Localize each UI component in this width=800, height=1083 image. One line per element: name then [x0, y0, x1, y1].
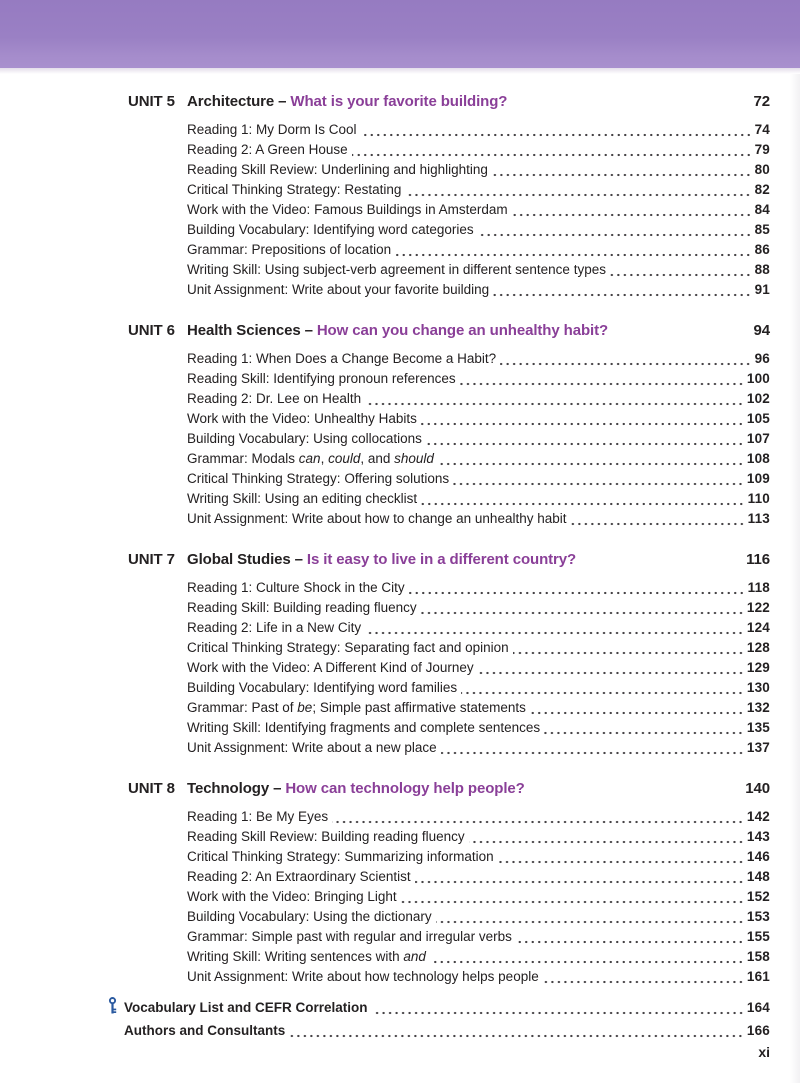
- dot-leader: [493, 293, 751, 297]
- dot-leader: [415, 880, 744, 884]
- toc-entry: [187, 349, 770, 369]
- unit-8-entries: [187, 807, 770, 987]
- back-matter-label: Authors and Consultants: [124, 1023, 286, 1038]
- dash-separator: –: [304, 322, 313, 339]
- unit-7-entries: [187, 578, 770, 758]
- toc-entry: [187, 867, 770, 887]
- entry-label: Reading 1: When Does a Change Become a Habit?: [187, 351, 497, 366]
- entry-page-number: 80: [754, 162, 770, 177]
- toc-entry: [187, 409, 770, 429]
- entry-label: Building Vocabulary: Identifying word families: [187, 680, 458, 695]
- unit-title: [187, 780, 736, 798]
- toc-entry: [187, 489, 770, 509]
- page-edge-shadow: [790, 74, 800, 1083]
- folio-page-number: xi: [758, 1044, 770, 1060]
- entry-label: Critical Thinking Strategy: Summarizing information: [187, 849, 494, 864]
- toc-entry: [187, 220, 770, 240]
- dot-leader: [421, 422, 744, 426]
- dot-leader: [543, 980, 744, 984]
- toc-entry: [187, 678, 770, 698]
- entry-label: Unit Assignment: Write about a new place: [187, 740, 437, 755]
- entry-label: Critical Thinking Strategy: Separating fact and opinion: [187, 640, 509, 655]
- toc-entry: [187, 618, 770, 638]
- toc-entry: [187, 847, 770, 867]
- dot-leader: [401, 900, 744, 904]
- dot-leader: [409, 591, 745, 595]
- entry-page-number: 122: [746, 600, 770, 615]
- entry-label: Writing Skill: Using subject-verb agreement in different sentence types: [187, 262, 606, 277]
- entry-page-number: 158: [746, 949, 770, 964]
- unit-7-heading: [128, 551, 770, 569]
- dot-leader: [426, 442, 744, 446]
- entry-label: Reading 2: An Extraordinary Scientist: [187, 869, 411, 884]
- entry-label: Reading Skill: Identifying pronoun references: [187, 371, 456, 386]
- toc-entry: [187, 240, 770, 260]
- entry-label: Writing Skill: Using an editing checklist: [187, 491, 418, 506]
- unit-5-section: [128, 93, 770, 300]
- entry-page-number: 102: [746, 391, 770, 406]
- toc-entry: [187, 718, 770, 738]
- unit-question: How can you change an unhealthy habit?: [316, 322, 609, 339]
- entry-page-number: 79: [754, 142, 770, 157]
- entry-page-number: 82: [754, 182, 770, 197]
- dot-leader: [438, 462, 744, 466]
- toc-entry: [187, 907, 770, 927]
- unit-5-entries: [187, 120, 770, 300]
- dot-leader: [365, 631, 744, 635]
- dot-leader: [441, 751, 744, 755]
- entry-page-number: 135: [746, 720, 770, 735]
- unit-page-number: 72: [753, 93, 770, 110]
- dot-leader: [460, 382, 744, 386]
- dot-leader: [453, 482, 744, 486]
- unit-8-section: [128, 780, 770, 987]
- entry-label: Reading 2: Life in a New City: [187, 620, 362, 635]
- entry-page-number: 96: [754, 351, 770, 366]
- entry-label: Grammar: Prepositions of location: [187, 242, 392, 257]
- toc-entry: [187, 658, 770, 678]
- dot-leader: [516, 940, 744, 944]
- entry-page-number: 148: [746, 869, 770, 884]
- back-matter-label: Vocabulary List and CEFR Correlation: [124, 1000, 368, 1015]
- back-matter-page-number: 166: [746, 1023, 770, 1038]
- table-of-contents: [124, 93, 770, 1042]
- toc-entry: [187, 389, 770, 409]
- unit-question: What is your favorite building?: [290, 93, 508, 110]
- unit-number: UNIT 5: [128, 93, 175, 110]
- dot-leader: [512, 213, 752, 217]
- unit-topic: Technology: [187, 780, 270, 797]
- dot-leader: [352, 153, 752, 157]
- unit-6-section: [128, 322, 770, 529]
- dash-separator: –: [278, 93, 287, 110]
- toc-entry: [187, 120, 770, 140]
- key-icon: [107, 995, 124, 1019]
- entry-label: Work with the Video: A Different Kind of Journey: [187, 660, 474, 675]
- toc-entry: [187, 638, 770, 658]
- dot-leader: [421, 502, 745, 506]
- dot-leader: [544, 731, 744, 735]
- entry-page-number: 146: [746, 849, 770, 864]
- toc-entry: [187, 369, 770, 389]
- entry-page-number: 161: [746, 969, 770, 984]
- dot-leader: [492, 173, 752, 177]
- dot-leader: [500, 362, 751, 366]
- toc-entry: [187, 280, 770, 300]
- dot-leader: [571, 522, 745, 526]
- back-matter-page-number: 164: [746, 1000, 770, 1015]
- toc-entry: [187, 449, 770, 469]
- entry-label: Building Vocabulary: Using the dictionary: [187, 909, 432, 924]
- entry-page-number: 108: [746, 451, 770, 466]
- toc-entry: [187, 429, 770, 449]
- entry-page-number: 129: [746, 660, 770, 675]
- header-band: [0, 0, 800, 68]
- toc-entry: [187, 927, 770, 947]
- entry-page-number: 86: [754, 242, 770, 257]
- entry-label: Writing Skill: Writing sentences with and: [187, 949, 426, 964]
- unit-topic: Architecture: [187, 93, 275, 110]
- dot-leader: [461, 691, 744, 695]
- toc-entry: [187, 947, 770, 967]
- dot-leader: [421, 611, 744, 615]
- entry-label: Reading Skill: Building reading fluency: [187, 600, 417, 615]
- dot-leader: [498, 860, 744, 864]
- entry-page-number: 124: [746, 620, 770, 635]
- entry-label: Critical Thinking Strategy: Offering solutions: [187, 471, 450, 486]
- entry-page-number: 100: [746, 371, 770, 386]
- back-matter-row: [124, 995, 770, 1019]
- entry-label: Reading Skill Review: Building reading fluency: [187, 829, 465, 844]
- entry-label: Reading 2: Dr. Lee on Health: [187, 391, 362, 406]
- dot-leader: [469, 840, 744, 844]
- toc-entry: [187, 160, 770, 180]
- entry-label: Reading 1: Culture Shock in the City: [187, 580, 405, 595]
- dash-separator: –: [294, 551, 303, 568]
- toc-entry: [187, 967, 770, 987]
- unit-number: UNIT 7: [128, 551, 175, 568]
- unit-number: UNIT 8: [128, 780, 175, 797]
- dot-leader: [610, 273, 752, 277]
- unit-question: Is it easy to live in a different country?: [306, 551, 577, 568]
- entry-page-number: 130: [746, 680, 770, 695]
- dot-leader: [530, 711, 744, 715]
- unit-title: [187, 93, 736, 111]
- toc-entry: [187, 807, 770, 827]
- back-matter: [124, 995, 770, 1042]
- dot-leader: [478, 233, 752, 237]
- entry-page-number: 107: [746, 431, 770, 446]
- entry-label: Work with the Video: Bringing Light: [187, 889, 397, 904]
- dot-leader: [361, 133, 752, 137]
- dot-leader: [436, 920, 744, 924]
- entry-page-number: 152: [746, 889, 770, 904]
- entry-page-number: 109: [746, 471, 770, 486]
- unit-number: UNIT 6: [128, 322, 175, 339]
- header-band-edge: [0, 68, 800, 74]
- entry-label: Grammar: Simple past with regular and irregular verbs: [187, 929, 512, 944]
- dot-leader: [478, 671, 744, 675]
- entry-page-number: 84: [754, 202, 770, 217]
- entry-page-number: 132: [746, 700, 770, 715]
- dot-leader: [430, 960, 744, 964]
- unit-6-entries: [187, 349, 770, 529]
- unit-7-section: [128, 551, 770, 758]
- entry-label: Grammar: Past of be; Simple past affirmative statements: [187, 700, 526, 715]
- unit-page-number: 140: [745, 780, 770, 797]
- entry-label: Reading 2: A Green House: [187, 142, 348, 157]
- entry-page-number: 113: [747, 511, 770, 526]
- entry-label: Work with the Video: Unhealthy Habits: [187, 411, 417, 426]
- entry-page-number: 110: [747, 491, 770, 506]
- entry-label: Building Vocabulary: Using collocations: [187, 431, 422, 446]
- entry-page-number: 142: [746, 809, 770, 824]
- entry-label: Grammar: Modals can, could, and should: [187, 451, 434, 466]
- toc-entry: [187, 578, 770, 598]
- toc-entry: [187, 509, 770, 529]
- dash-separator: –: [273, 780, 282, 797]
- entry-label: Unit Assignment: Write about how technology helps people: [187, 969, 539, 984]
- entry-page-number: 153: [746, 909, 770, 924]
- unit-8-heading: [128, 780, 770, 798]
- unit-question: How can technology help people?: [285, 780, 525, 797]
- toc-entry: [187, 140, 770, 160]
- entry-label: Reading 1: My Dorm Is Cool: [187, 122, 357, 137]
- entry-label: Reading Skill Review: Underlining and highlighting: [187, 162, 488, 177]
- entry-label: Building Vocabulary: Identifying word categories: [187, 222, 474, 237]
- entry-page-number: 128: [746, 640, 770, 655]
- entry-page-number: 137: [746, 740, 770, 755]
- entry-label: Critical Thinking Strategy: Restating: [187, 182, 402, 197]
- dot-leader: [365, 402, 744, 406]
- entry-page-number: 105: [746, 411, 770, 426]
- toc-entry: [187, 887, 770, 907]
- entry-label: Unit Assignment: Write about how to change an unhealthy habit: [187, 511, 567, 526]
- entry-label: Reading 1: Be My Eyes: [187, 809, 329, 824]
- toc-entry: [187, 698, 770, 718]
- unit-page-number: 94: [753, 322, 770, 339]
- dot-leader: [332, 820, 744, 824]
- entry-page-number: 88: [754, 262, 770, 277]
- entry-page-number: 74: [754, 122, 770, 137]
- entry-page-number: 143: [746, 829, 770, 844]
- back-matter-row: [124, 1019, 770, 1042]
- entry-page-number: 155: [746, 929, 770, 944]
- dot-leader: [513, 651, 744, 655]
- toc-entry: [187, 200, 770, 220]
- dot-leader: [289, 1034, 744, 1038]
- toc-entry: [187, 260, 770, 280]
- unit-page-number: 116: [746, 551, 770, 568]
- unit-topic: Health Sciences: [187, 322, 301, 339]
- unit-6-heading: [128, 322, 770, 340]
- entry-page-number: 91: [754, 282, 770, 297]
- dot-leader: [372, 1011, 744, 1015]
- unit-5-heading: [128, 93, 770, 111]
- toc-entry: [187, 827, 770, 847]
- toc-entry: [187, 738, 770, 758]
- entry-label: Work with the Video: Famous Buildings in Amsterdam: [187, 202, 508, 217]
- dot-leader: [405, 193, 751, 197]
- toc-entry: [187, 469, 770, 489]
- entry-page-number: 118: [747, 580, 770, 595]
- unit-topic: Global Studies: [187, 551, 291, 568]
- toc-entry: [187, 598, 770, 618]
- toc-entry: [187, 180, 770, 200]
- entry-label: Writing Skill: Identifying fragments and complete sentences: [187, 720, 541, 735]
- unit-title: [187, 551, 736, 569]
- entry-page-number: 85: [754, 222, 770, 237]
- unit-title: [187, 322, 736, 340]
- dot-leader: [395, 253, 751, 257]
- entry-label: Unit Assignment: Write about your favorite building: [187, 282, 490, 297]
